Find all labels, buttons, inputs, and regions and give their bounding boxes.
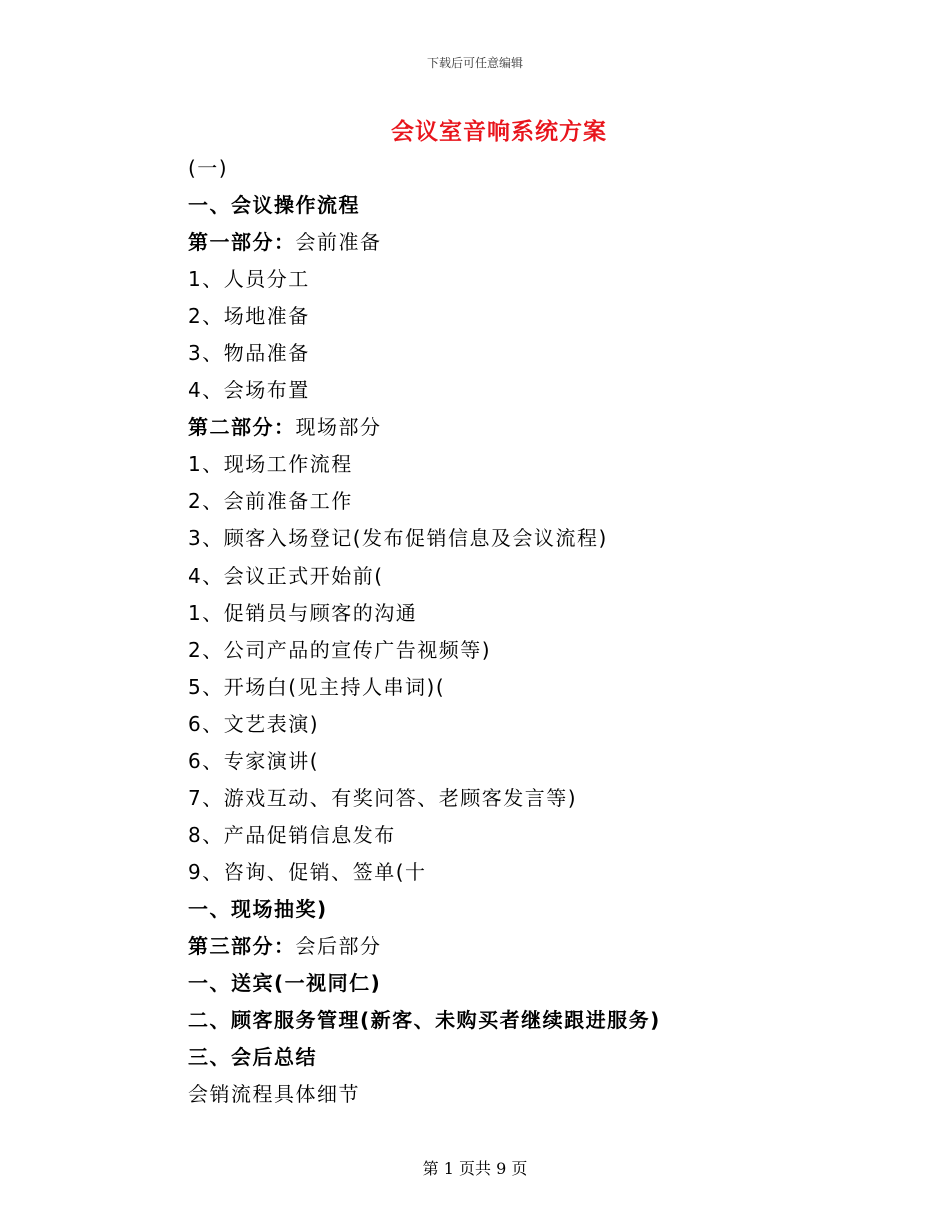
heading-summary: 三、会后总结	[188, 1045, 317, 1070]
list-item: 7、游戏互动、有奖问答、老顾客发言等)	[188, 785, 578, 810]
header-note: 下载后可任意编辑	[426, 56, 523, 70]
part-one-heading	[188, 224, 908, 261]
part-one-title: 会前准备	[295, 230, 382, 255]
part-three-label: 第三部分：	[188, 933, 296, 958]
paragraph-text: 会销流程具体细节	[188, 1082, 360, 1107]
part-three-title: 会后部分	[295, 933, 382, 958]
part-two-title: 现场部分	[295, 415, 382, 440]
list-item: 3、物品准备	[188, 341, 310, 366]
page-footer: 第 1 页共 9 页	[422, 1159, 528, 1178]
heading-meeting-process: 一、会议操作流程	[188, 193, 360, 218]
document-body	[188, 150, 908, 1113]
part-two-label: 第二部分：	[188, 415, 296, 440]
section-marker: (一)	[188, 156, 229, 180]
list-item: 4、会场布置	[188, 378, 310, 403]
list-item: 8、产品促销信息发布	[188, 822, 396, 847]
list-item: 1、现场工作流程	[188, 452, 353, 477]
list-item: 6、文艺表演)	[188, 711, 320, 736]
document-title: 会议室音响系统方案	[391, 119, 607, 145]
list-item: 5、开场白(见主持人串词)(	[188, 674, 446, 699]
list-item: 2、场地准备	[188, 304, 310, 329]
part-three-heading	[188, 928, 908, 965]
list-item: 6、专家演讲(	[188, 748, 320, 773]
list-item: 2、公司产品的宣传广告视频等)	[188, 637, 492, 662]
list-item: 3、顾客入场登记(发布促销信息及会议流程)	[188, 526, 608, 551]
list-item: 2、会前准备工作	[188, 489, 353, 514]
heading-customer-service: 二、顾客服务管理(新客、未购买者继续跟进服务)	[188, 1008, 661, 1033]
list-item: 9、咨询、促销、签单(十	[188, 859, 427, 884]
heading-lottery: 一、现场抽奖)	[188, 896, 328, 921]
list-item: 1、人员分工	[188, 267, 310, 292]
list-item: 4、会议正式开始前(	[188, 563, 384, 588]
heading-see-off: 一、送宾(一视同仁)	[188, 971, 382, 996]
list-item: 1、促销员与顾客的沟通	[188, 600, 418, 625]
part-two-heading	[188, 409, 908, 446]
part-one-label: 第一部分：	[188, 230, 296, 255]
